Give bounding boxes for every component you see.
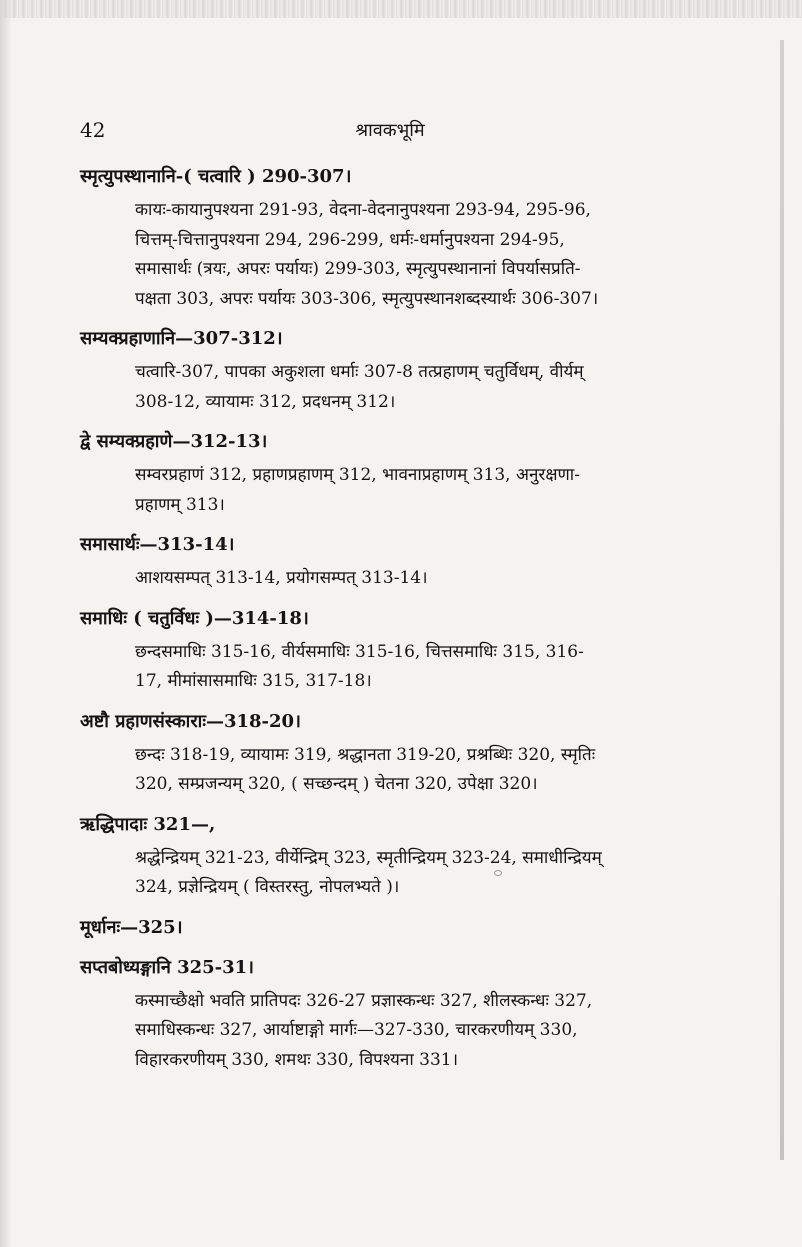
page-header [80, 118, 690, 148]
entry-line: छन्दसमाधिः 315-16, वीर्यसमाधिः 315-16, चित्तसमाधिः 315, 316- [135, 641, 584, 662]
entry-line: चत्वारि-307, पापका अकुशला धर्माः 307-8 तत्प्रहाणम् चतुर्विधम्, वीर्यम् [135, 362, 584, 382]
entry-line: पक्षता 303, अपरः पर्यायः 303-306, स्मृत्युपस्थानशब्दस्यार्थः 306-307। [135, 288, 599, 309]
entry-body [135, 741, 700, 800]
index-entry [80, 530, 700, 594]
entry-heading: ऋद्धिपादाः 321—, [80, 813, 216, 835]
entry-body [135, 844, 700, 903]
entry-line: समाधिस्कन्धः 327, आर्याष्टाङ्गो मार्गः—327-330, चारकरणीयम् 330, [135, 1020, 578, 1040]
index-entry [80, 707, 700, 800]
entry-body [135, 461, 700, 520]
entry-body [135, 358, 700, 417]
entry-heading: अष्टौ प्रहाणसंस्काराः—318-20। [80, 710, 301, 732]
entry-line: समासार्थः (त्रयः, अपरः पर्यायः) 299-303, स्मृत्युपस्थानानां विपर्यासप्रति- [135, 259, 581, 279]
running-head: श्रावकभूमि [355, 120, 425, 141]
page-number: 42 [80, 118, 106, 142]
entry-line: श्रद्धेन्द्रियम् 321-23, वीर्येन्द्रिम् 323, स्मृतीन्द्रियम् 323-24, समाधीन्द्रियम् [135, 847, 602, 868]
entry-heading: समाधिः ( चतुर्विधः )—314-18। [80, 607, 309, 629]
index-entry [80, 953, 700, 1076]
index-entry [80, 427, 700, 520]
page-gutter-shadow [0, 0, 12, 1247]
entry-heading: सम्यक्प्रहाणानि—307-312। [80, 328, 283, 349]
entry-line: विहारकरणीयम् 330, शमथः 330, विपश्यना 331। [135, 1049, 459, 1070]
scan-speck [494, 870, 502, 876]
entry-line: 320, सम्प्रजन्यम् 320, ( सच्छन्दम् ) चेतना 320, उपेक्षा 320। [135, 774, 538, 794]
entry-line: चित्तम्-चित्तानुपश्यना 294, 296-299, धर्मः-धर्मानुपश्यना 294-95, [135, 229, 565, 250]
entry-heading: सप्तबोध्यङ्गानि 325-31। [80, 956, 255, 978]
entry-heading: समासार्थः—313-14। [80, 534, 235, 555]
entry-line: कस्माच्छैक्षो भवति प्रातिपदः 326-27 प्रज्ञास्कन्धः 327, शीलस्कन्धः 327, [135, 990, 593, 1011]
scan-edge-noise [0, 0, 802, 18]
entry-line: प्रहाणम् 313। [135, 494, 225, 515]
index-entry [80, 810, 700, 903]
index-entries [80, 152, 700, 1075]
index-entry [80, 162, 700, 314]
page-edge-line [780, 40, 784, 1160]
entry-line: सम्वरप्रहाणं 312, प्रहाणप्रहाणम् 312, भावनाप्रहाणम् 313, अनुरक्षणा- [135, 465, 580, 485]
entry-body [135, 638, 700, 697]
entry-line: आशयसम्पत् 313-14, प्रयोगसम्पत् 313-14। [135, 568, 428, 588]
entry-body [135, 196, 700, 314]
entry-heading: स्मृत्युपस्थानानि-( चत्वारि ) 290-307। [80, 166, 352, 187]
entry-body [135, 987, 700, 1076]
entry-line: कायः-कायानुपश्यना 291-93, वेदना-वेदनानुपश्यना 293-94, 295-96, [135, 200, 591, 220]
index-entry [80, 913, 700, 943]
entry-line: 17, मीमांसासमाधिः 315, 317-18। [135, 671, 372, 691]
entry-line: छन्दः 318-19, व्यायामः 319, श्रद्धानता 319-20, प्रश्रब्धिः 320, स्मृतिः [135, 744, 596, 765]
entry-line: 324, प्रज्ञेन्द्रियम् ( विस्तरस्तु, नोपलभ्यते )। [135, 877, 400, 897]
entry-heading: द्वे सम्यक्प्रहाणे—312-13। [80, 431, 268, 452]
entry-heading: मूर्धानः—325। [80, 916, 183, 938]
index-entry [80, 324, 700, 417]
entry-line: 308-12, व्यायामः 312, प्रदधनम् 312। [135, 391, 396, 412]
entry-body [135, 564, 700, 594]
index-entry [80, 604, 700, 697]
